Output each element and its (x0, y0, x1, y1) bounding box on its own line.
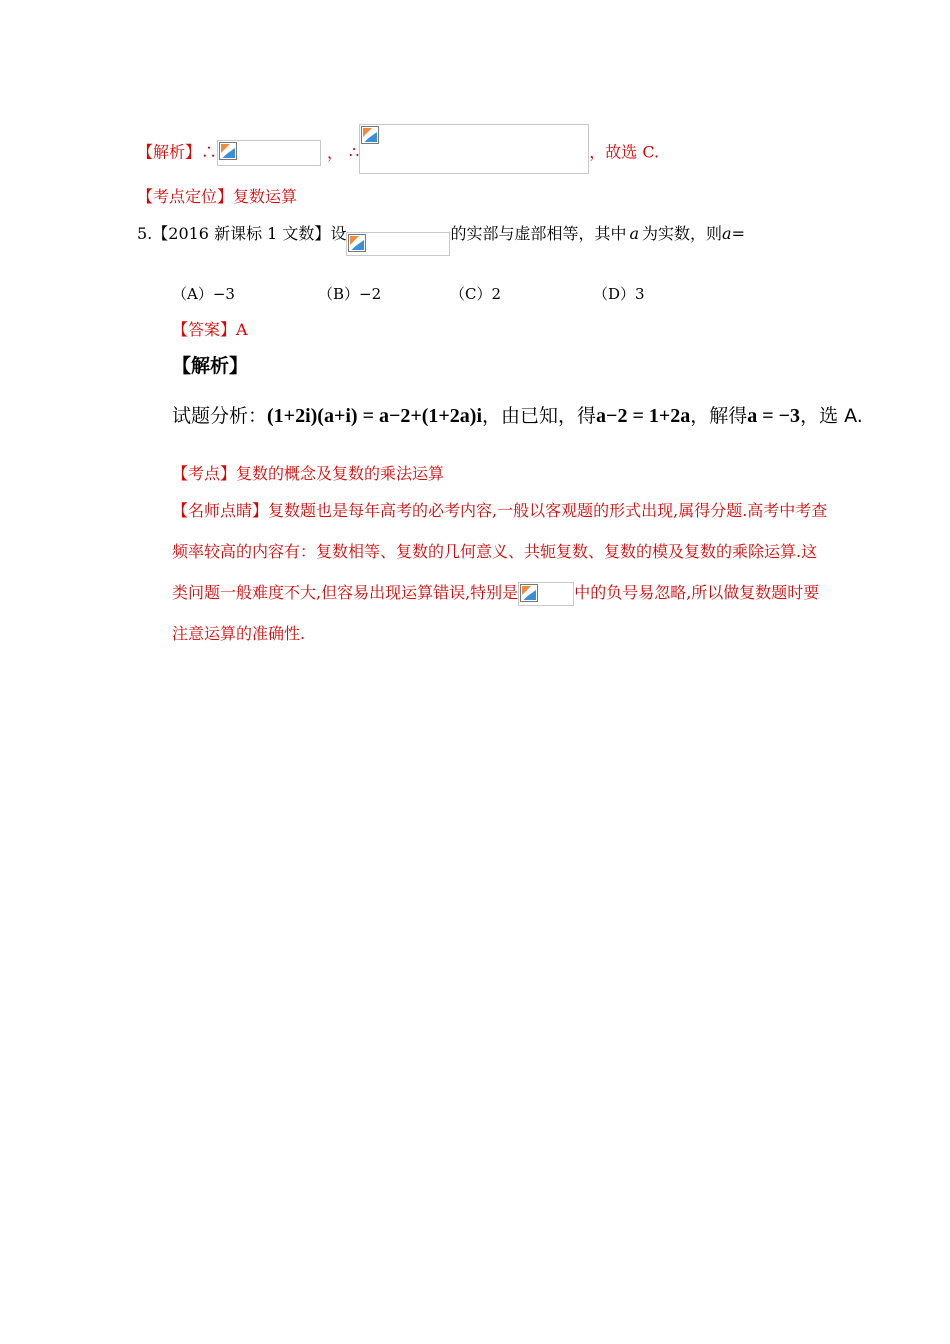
answer-line (172, 320, 248, 340)
answer-value: A (236, 320, 248, 339)
kaodian-tag: 【考点】 (172, 464, 237, 483)
analysis-tail: ，选 A. (800, 405, 863, 427)
conclusion: ，故选 C. (589, 142, 660, 162)
analysis-mid-2: ，解得 (690, 405, 748, 427)
option-b (318, 284, 381, 304)
kaodian-line (172, 464, 444, 484)
formula-product: (1+2i)(a+i) = a−2+(1+2a)i (267, 405, 483, 427)
analysis-prefix: 试题分析： (172, 405, 268, 427)
option-a-value: −3 (212, 285, 235, 303)
therefore-symbol: ∴ (201, 142, 218, 162)
answer-tag: 【答案】 (172, 320, 237, 339)
analysis-heading: 【解析】 (172, 355, 249, 377)
option-b-value: −2 (359, 285, 382, 303)
mingshi-text-1: 复数题也是每年高考的必考内容,一般以客观题的形式出现,属得分题.高考中考查频率较高的内容有：复数相等、复数的几何意义、共轭复数、复数的模及复数的乘除运算.这类问题一般难度不大,但容易出现运算错误,特别是 (172, 501, 828, 602)
mingshi-tag: 【名师点睛】 (172, 501, 269, 520)
mingshi-text-2: 中的负号易忽略,所以做复数题时要注意运算的准确性. (172, 583, 820, 643)
kaodian-dingwei-text: 复数运算 (233, 187, 298, 206)
kaodian-text: 复数的概念及复数的乘法运算 (236, 464, 445, 483)
broken-image-icon (359, 124, 589, 174)
option-c-value: 2 (491, 285, 502, 303)
mingshi-paragraph (172, 490, 832, 654)
therefore-symbol-2: ∴ (349, 142, 360, 162)
broken-image-icon (518, 582, 574, 606)
option-a (172, 284, 235, 304)
option-c-label: （C） (450, 285, 492, 303)
option-d (593, 284, 645, 304)
question-mid: 为实数，则 (642, 224, 723, 243)
comma: ， (327, 142, 344, 162)
formula-solution: a = −3 (747, 405, 801, 427)
analysis-body (172, 404, 863, 428)
option-c (450, 284, 501, 304)
broken-image-icon (346, 232, 450, 256)
option-a-label: （A） (172, 285, 213, 303)
question-5-line (137, 224, 745, 256)
option-b-label: （B） (318, 285, 360, 303)
question-number: 5. (137, 224, 153, 243)
broken-image-icon (217, 140, 321, 166)
option-d-label: （D） (593, 285, 636, 303)
variable-a: a (629, 224, 640, 243)
formula-equation: a−2 = 1+2a (596, 405, 691, 427)
option-d-value: 3 (635, 285, 645, 303)
question-post: 的实部与虚部相等，其中 (450, 224, 627, 243)
analysis-tag: 【解析】 (137, 142, 202, 162)
analysis-line-1 (137, 140, 659, 174)
question-source: 【2016 新课标 1 文数】 (152, 224, 331, 243)
kaodian-dingwei-tag: 【考点定位】 (137, 187, 234, 206)
analysis-mid-1: ，由已知，得 (482, 405, 597, 427)
kaodian-dingwei-line (137, 187, 297, 207)
question-pre: 设 (330, 224, 347, 243)
question-tail: a= (722, 224, 745, 243)
